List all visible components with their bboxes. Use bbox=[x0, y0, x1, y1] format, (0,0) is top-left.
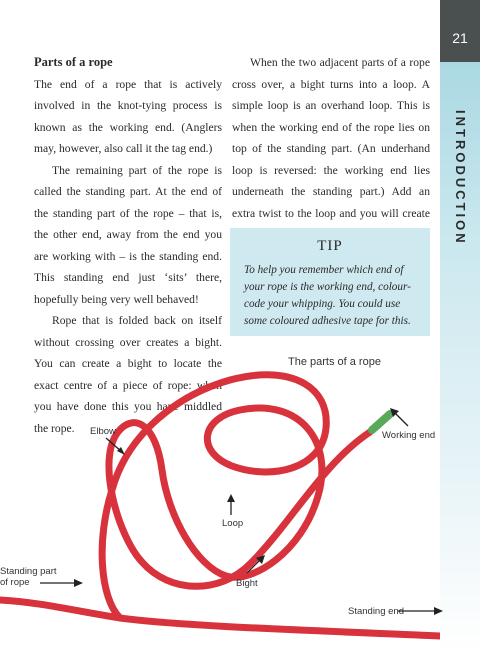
label-elbow: Elbow bbox=[90, 426, 116, 437]
tip-title: TIP bbox=[317, 238, 343, 254]
rope bbox=[0, 375, 440, 636]
page-number: 21 bbox=[452, 30, 468, 46]
label-standing-part-line1: Standing part bbox=[0, 566, 57, 577]
tip-box bbox=[230, 228, 430, 336]
arrow-standing-part-icon bbox=[40, 578, 84, 588]
label-standing-part-line2: of rope bbox=[0, 577, 30, 588]
label-loop: Loop bbox=[222, 518, 244, 529]
arrow-working-end-icon bbox=[388, 406, 412, 430]
figure-caption: The parts of a rope bbox=[288, 356, 381, 368]
arrow-elbow-icon bbox=[104, 436, 128, 458]
label-bight: Bight bbox=[236, 578, 258, 589]
paragraph-bight: Rope that is folded back on itself without crossing over creates a bight. You can create a bight to locate the exact centre of a piece of rope: when you have done this you have middled the rope. bbox=[34, 314, 222, 435]
tip-text: To help you remember which end of your rope is the working end, colour-code your whipping. You could use some coloured adhesive tape for this. bbox=[244, 264, 411, 327]
label-working-end: Working end bbox=[382, 430, 436, 441]
section-label: INTRODUCTION bbox=[453, 110, 468, 246]
arrow-loop-icon bbox=[226, 494, 236, 516]
right-column bbox=[232, 52, 430, 246]
paragraph-working-end: The end of a rope that is actively involved in the knot-tying process is known as the working end. (Anglers may, however, also call it the tag end.) bbox=[34, 77, 222, 155]
paragraph-standing-part: The remaining part of the rope is called the standing part. At the end of the standing part of the rope – that is, the other end, away from the end you are working with – is the standing end. This standing end just ‘sits’ there, hopefully being very well behaved! bbox=[34, 163, 222, 306]
section-tab bbox=[440, 0, 480, 654]
label-standing-end: Standing end bbox=[348, 606, 404, 617]
arrow-bight-icon bbox=[244, 552, 268, 576]
section-heading: Parts of a rope bbox=[34, 55, 113, 69]
arrow-standing-end-icon bbox=[398, 605, 444, 617]
paragraph-loop: When the two adjacent parts of a rope cross over, a bight turns into a loop. A simple loop is an overhand loop. This is when the working end of the rope lies on top of the standing part. (An underhand loop is reversed: the working end lies underneath the standing part.) Add an extra twist to the loop and you will create bbox=[232, 56, 430, 220]
